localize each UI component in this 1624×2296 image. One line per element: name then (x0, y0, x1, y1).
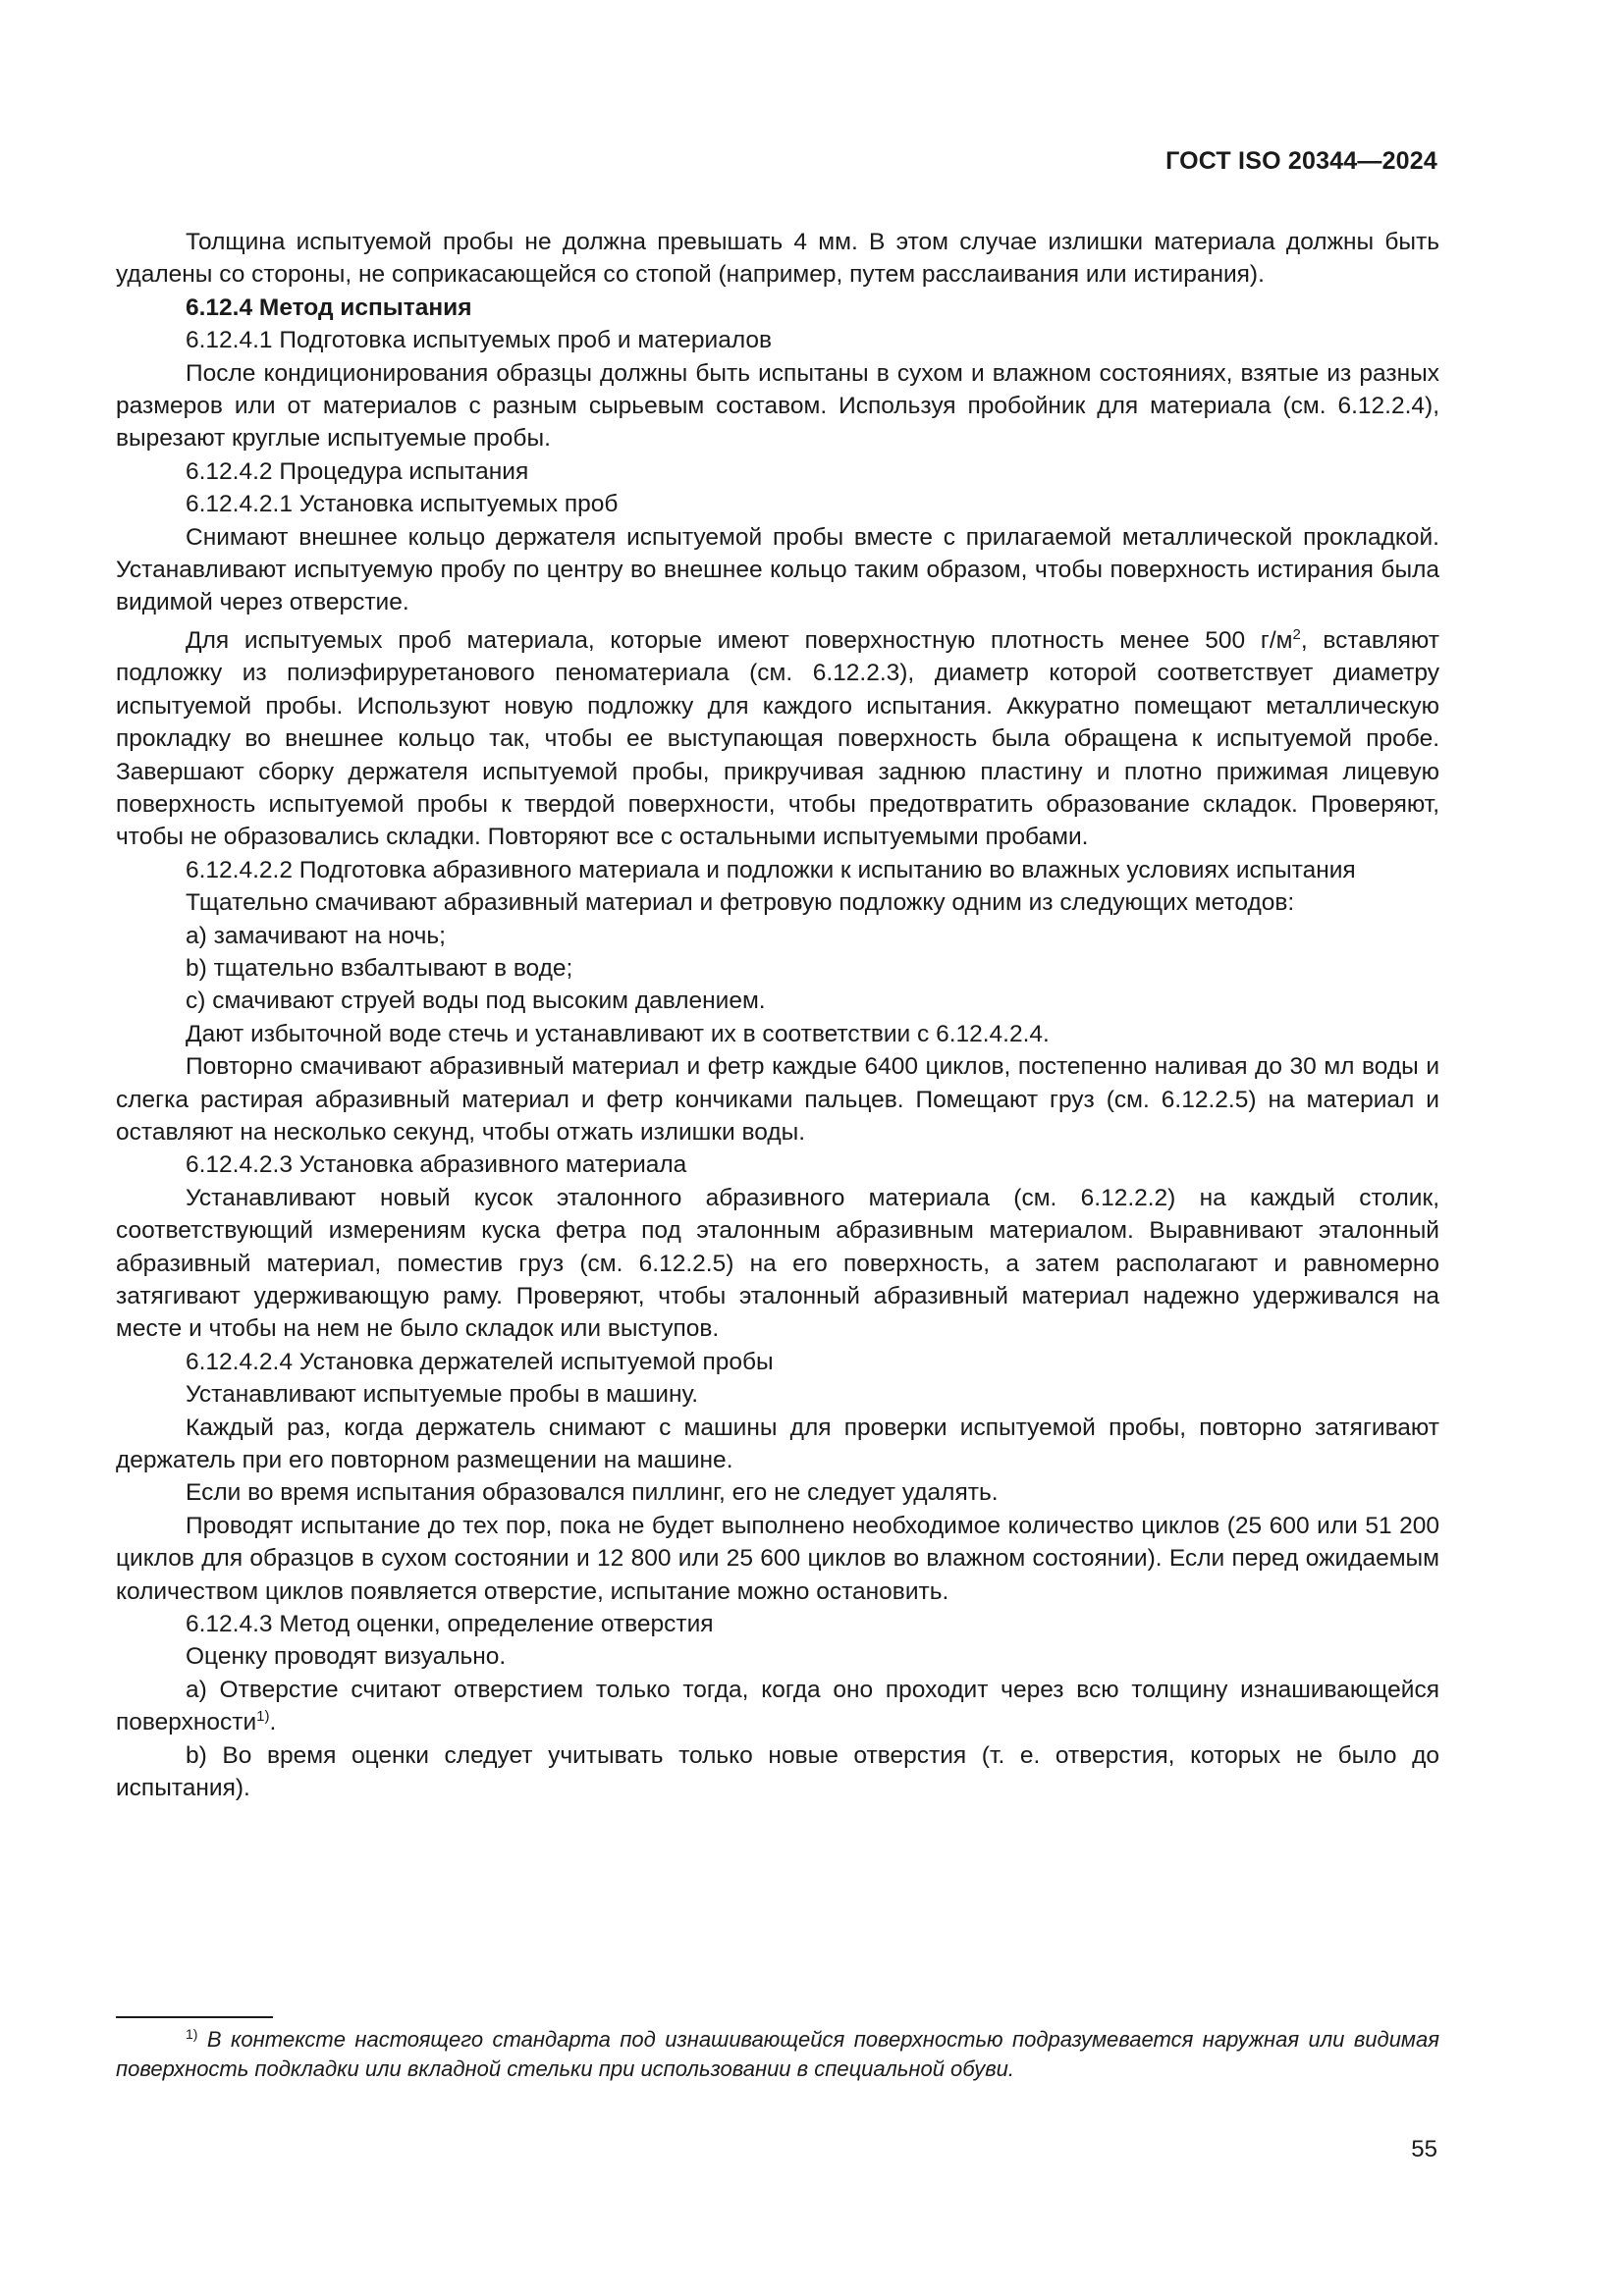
subsection-heading: 6.12.4.2.4 Установка держателей испытуемой пробы (186, 1348, 774, 1375)
footnote-reference: 1) (256, 1708, 270, 1726)
paragraph: Тщательно смачивают абразивный материал и фетровую подложку одним из следующих методов: (186, 889, 1295, 917)
paragraph: Каждый раз, когда держатель снимают с машины для проверки испытуемой пробы, повторно затягивают держатель при его повторном размещении на машине. (116, 1414, 1439, 1474)
document-code-header: ГОСТ ISO 20344—2024 (1165, 147, 1437, 175)
paragraph: После кондиционирования образцы должны быть испытаны в сухом и влажном состояниях, взятые из разных размеров или от материалов с разным сырьевым составом. Используя пробойник для материала (см. 6.12.2.4), вырезают круглые испытуемые пробы. (116, 359, 1439, 453)
paragraph: Толщина испытуемой пробы не должна превышать 4 мм. В этом случае излишки материала должны быть удалены со стороны, не соприкасающейся со стопой (например, путем расслаивания или истирания). (116, 229, 1439, 289)
paragraph: b) Во время оценки следует учитывать только новые отверстия (т. е. отверстия, которых не было до испытания). (116, 1741, 1439, 1802)
subsection-heading: 6.12.4.2.1 Установка испытуемых проб (186, 491, 619, 518)
footnote (116, 2025, 1439, 2084)
paragraph (116, 624, 1439, 854)
paragraph: Оценку проводят визуально. (186, 1643, 507, 1671)
paragraph: Устанавливают испытуемые пробы в машину. (186, 1381, 699, 1409)
subsection-heading: 6.12.4.2.2 Подготовка абразивного материала и подложки к испытанию во влажных условиях испытания (186, 856, 1356, 883)
subsection-heading: 6.12.4.2.3 Установка абразивного материала (186, 1151, 687, 1179)
paragraph (116, 1674, 1439, 1739)
subsection-heading: 6.12.4.2 Процедура испытания (186, 457, 529, 485)
paragraph: Повторно смачивают абразивный материал и фетр каждые 6400 циклов, постепенно наливая до 30 мл воды и слегка растирая абразивный материал и фетр кончиками пальцев. Помещают груз (см. 6.12.2.5) на материал и оставляют на несколько секунд, чтобы отжать излишки воды. (116, 1053, 1439, 1146)
list-item: c) смачивают струей воды под высоким давлением. (186, 988, 766, 1015)
paragraph: Снимают внешнее кольцо держателя испытуемой пробы вместе с прилагаемой металлической прокладкой. Устанавливают испытуемую пробу по центру во внешнее кольцо таким образом, чтобы поверхность истирания была видимой через отверстие. (116, 523, 1439, 616)
footnote-separator (116, 2016, 273, 2018)
paragraph-part: a) Отверстие считают отверстием только тогда, когда оно проходит через всю толщину изнашивающейся поверхности (116, 1676, 1439, 1736)
list-item: a) замачивают на ночь; (186, 922, 446, 949)
list-item: b) тщательно взбалтывают в воде; (186, 954, 573, 982)
paragraph: Устанавливают новый кусок эталонного абразивного материала (см. 6.12.2.2) на каждый столик, соответствующий измерениям куска фетра под эталонным абразивным материалом. Выравнивают эталонный абразивный материал, поместив груз (см. 6.12.2.5) на его поверхность, а затем располагают и равномерно затягивают удерживающую раму. Проверяют, чтобы эталонный абразивный материал надежно удерживался на месте и чтобы на нем не было складок или выступов. (116, 1184, 1439, 1343)
document-body (116, 226, 1439, 1805)
paragraph: Дают избыточной воде стечь и устанавливают их в соответствии с 6.12.4.2.4. (186, 1020, 1050, 1047)
section-heading: 6.12.4 Метод испытания (186, 294, 472, 321)
paragraph-part: , вставляют подложку из полиэфируретанового пеноматериала (см. 6.12.2.3), диаметр которой соответствует диаметру испытуемой пробы. Используют новую подложку для каждого испытания. Аккуратно помещают металлическую прокладку во внешнее кольцо так, чтобы ее выступающая поверхность была обращена к испытуемой пробе. Завершают сборку держателя испытуемой пробы, прикручивая заднюю пластину и плотно прижимая лицевую поверхность испытуемой пробы к твердой поверхности, чтобы предотвратить образование складок. Проверяют, чтобы не образовались складки. Повторяют все с остальными испытуемыми пробами. (116, 626, 1439, 851)
footnote-text: В контексте настоящего стандарта под изнашивающейся поверхностью подразумевается наружная или видимая поверхность подкладки или вкладной стельки при использовании в специальной обуви. (116, 2027, 1439, 2081)
paragraph-part: . (269, 1709, 277, 1736)
paragraph-part: Для испытуемых проб материала, которые имеют поверхностную плотность менее 500 г/м (186, 626, 1293, 654)
subsection-heading: 6.12.4.1 Подготовка испытуемых проб и материалов (186, 327, 773, 354)
paragraph: Если во время испытания образовался пиллинг, его не следует удалять. (186, 1479, 999, 1507)
subsection-heading: 6.12.4.3 Метод оценки, определение отверстия (186, 1611, 714, 1638)
footnote-marker: 1) (186, 2026, 198, 2042)
superscript: 2 (1292, 625, 1301, 643)
page-number: 55 (1411, 2136, 1437, 2163)
paragraph: Проводят испытание до тех пор, пока не будет выполнено необходимое количество циклов (25 600 или 51 200 циклов для образцов в сухом состоянии и 12 800 или 25 600 циклов во влажном состоянии). Если перед ожидаемым количеством циклов появляется отверстие, испытание можно остановить. (116, 1512, 1439, 1605)
